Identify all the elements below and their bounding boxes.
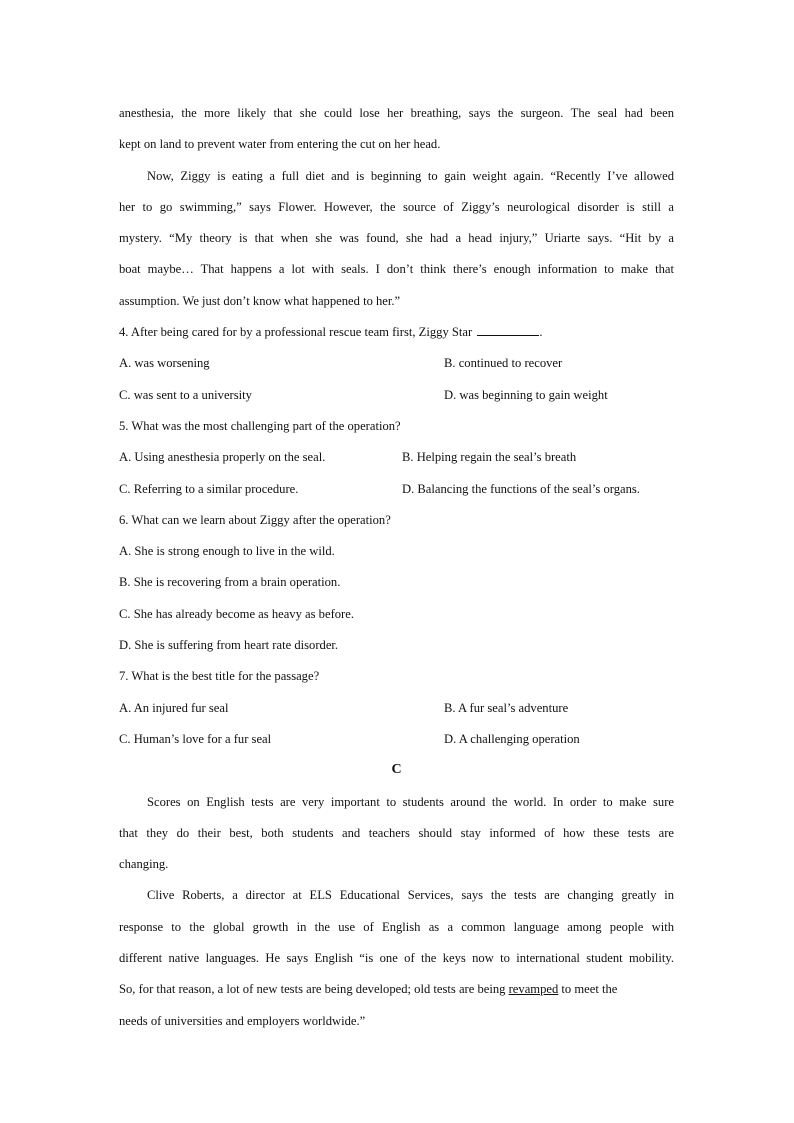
- question-5-options-row-2: [119, 477, 674, 508]
- passage-line: assumption. We just don’t know what happened to her.”: [119, 293, 401, 308]
- passage-line: that they do their best, both students and teachers should stay informed of how these tests are: [119, 825, 674, 840]
- question-4-options-row-2: [119, 383, 674, 414]
- question-5-options-row-1: [119, 445, 674, 476]
- paragraph-first-line: Scores on English tests are very important to students around the world. In order to make sure: [147, 794, 674, 809]
- paragraph-first-line: Clive Roberts, a director at ELS Educational Services, says the tests are changing greatly in: [147, 888, 674, 903]
- passage-line: changing.: [119, 857, 169, 872]
- option-b: B. continued to recover: [444, 356, 563, 371]
- paragraph-first-line: Now, Ziggy is eating a full diet and is beginning to gain weight again. “Recently I’ve allowed: [147, 168, 674, 183]
- passage-line: mystery. “My theory is that when she was found, she had a head injury,” Uriarte says. “Hit by a: [119, 231, 674, 246]
- option-c: C. was sent to a university: [119, 387, 252, 402]
- option-b: B. She is recovering from a brain operation.: [119, 575, 341, 590]
- underlined-word: revamped: [508, 982, 559, 997]
- passage-line: anesthesia, the more likely that she could lose her breathing, says the surgeon. The seal had been: [119, 106, 674, 120]
- option-d: D. was beginning to gain weight: [444, 387, 608, 402]
- question-stem-end: .: [539, 325, 543, 340]
- option-c: C. She has already become as heavy as before.: [119, 606, 354, 621]
- option-d: D. A challenging operation: [444, 731, 580, 746]
- passage-line: needs of universities and employers worldwide.”: [119, 1013, 366, 1028]
- option-a: A. She is strong enough to live in the wild.: [119, 544, 335, 559]
- passage-line: kept on land to prevent water from entering the cut on her head.: [119, 137, 441, 152]
- question-6-stem: 6. What can we learn about Ziggy after the operation?: [119, 512, 391, 527]
- option-c: C. Referring to a similar procedure.: [119, 481, 299, 496]
- question-7-options-row-1: [119, 696, 674, 727]
- option-d: D. Balancing the functions of the seal’s organs.: [402, 481, 640, 496]
- passage-line-with-underline: [119, 977, 674, 1008]
- question-7-stem: 7. What is the best title for the passage?: [119, 669, 320, 684]
- question-5-stem: 5. What was the most challenging part of the operation?: [119, 418, 401, 433]
- question-stem-text: 4. After being cared for by a professional rescue team first, Ziggy Star: [119, 325, 473, 340]
- option-c: C. Human’s love for a fur seal: [119, 731, 272, 746]
- question-4-stem: [119, 320, 674, 351]
- question-7-options-row-2: [119, 727, 674, 758]
- option-b: B. Helping regain the seal’s breath: [402, 450, 577, 465]
- page-content: [119, 101, 674, 1040]
- line-text-before: So, for that reason, a lot of new tests are being developed; old tests are being: [119, 982, 509, 997]
- option-a: A. An injured fur seal: [119, 700, 229, 715]
- passage-line: response to the global growth in the use of English as a common language among people with: [119, 919, 674, 934]
- option-d: D. She is suffering from heart rate disorder.: [119, 638, 339, 653]
- question-4-options-row-1: [119, 351, 674, 382]
- option-b: B. A fur seal’s adventure: [444, 700, 569, 715]
- line-text-after: to meet the: [558, 982, 618, 997]
- section-heading-c: C: [391, 762, 402, 778]
- answer-blank: [477, 321, 539, 336]
- passage-line: boat maybe… That happens a lot with seals. I don’t think there’s enough information to make that: [119, 262, 674, 277]
- passage-line: her to go swimming,” says Flower. However, the source of Ziggy’s neurological disorder is still a: [119, 199, 674, 214]
- option-a: A. Using anesthesia properly on the seal.: [119, 450, 326, 465]
- passage-line: different native languages. He says English “is one of the keys now to international student mobility.: [119, 951, 674, 966]
- option-a: A. was worsening: [119, 356, 210, 371]
